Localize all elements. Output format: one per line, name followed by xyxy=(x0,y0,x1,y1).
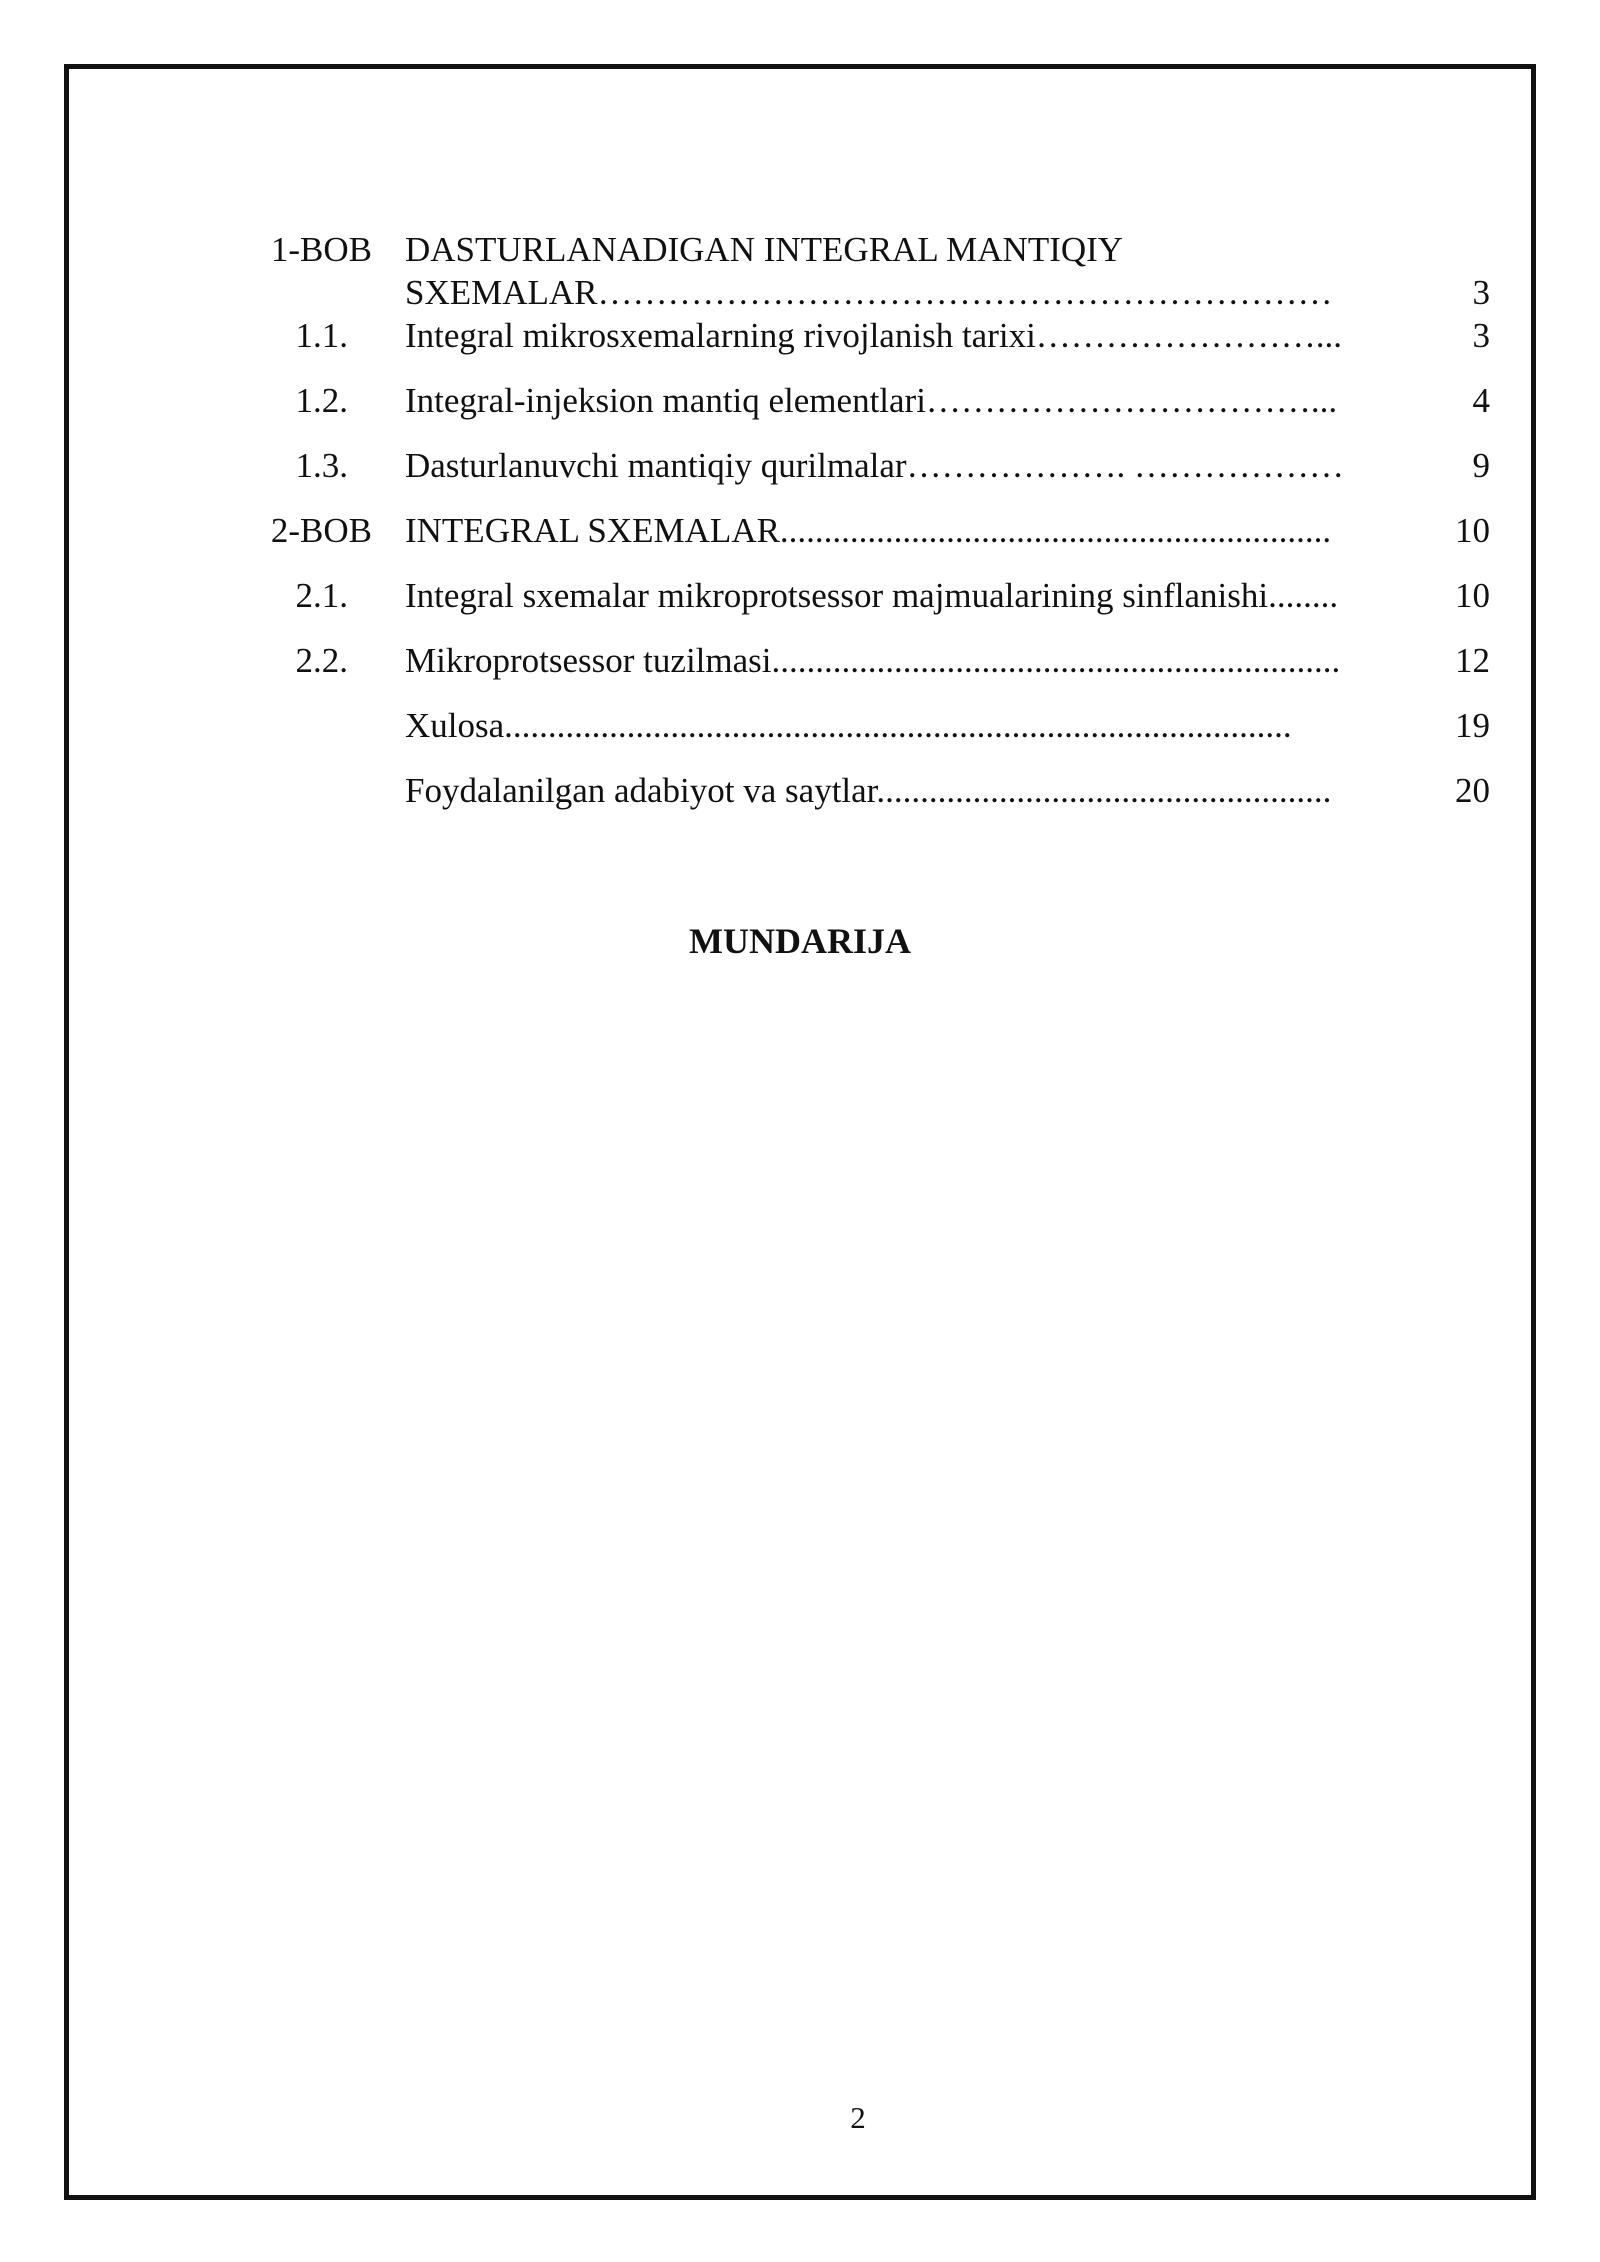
toc-chapter-1-title-line2: SXEMALAR……………………………………………………… xyxy=(405,273,1333,312)
toc-chapter-1-number: 1-BOB xyxy=(270,230,372,269)
toc-item-page: 3 xyxy=(1472,316,1490,355)
toc-item-page: 4 xyxy=(1472,381,1490,420)
page-number: 2 xyxy=(850,2100,866,2135)
toc-item-number: 1.3. xyxy=(295,446,348,485)
toc-item-number: 2.1. xyxy=(295,576,348,615)
toc-item-number: 1.2. xyxy=(295,381,348,420)
toc-item-title: Dasturlanuvchi mantiqiy qurilmalar………………. ……………… xyxy=(405,446,1345,485)
toc-chapter-1-title-line1: DASTURLANADIGAN INTEGRAL MANTIQIY xyxy=(405,230,1124,269)
toc-chapter-2-number: 2-BOB xyxy=(270,511,372,550)
toc-chapter-1-page: 3 xyxy=(1472,273,1490,312)
toc-item-page: 9 xyxy=(1472,446,1490,485)
page-heading: MUNDARIJA xyxy=(689,921,911,961)
toc-conclusion-page: 19 xyxy=(1455,706,1490,745)
toc-item-title: Integral mikrosxemalarning rivojlanish tarixi……………………... xyxy=(405,316,1343,355)
toc-item-title: Mikroprotsessor tuzilmasi................................................................. xyxy=(405,641,1341,680)
toc-references-title: Foydalanilgan adabiyot va saytlar.................................................... xyxy=(405,771,1332,810)
toc-chapter-2-title: INTEGRAL SXEMALAR............................................................... xyxy=(405,511,1332,550)
toc-item-page: 10 xyxy=(1455,576,1490,615)
toc-item-number: 1.1. xyxy=(295,316,348,355)
toc-item-title: Integral-injeksion mantiq elementlari……………………………... xyxy=(405,381,1338,420)
toc-item-number: 2.2. xyxy=(295,641,348,680)
table-of-contents xyxy=(0,0,1600,900)
toc-item-page: 12 xyxy=(1455,641,1490,680)
toc-references-page: 20 xyxy=(1455,771,1490,810)
toc-conclusion-title: Xulosa.......................................................................................... xyxy=(405,706,1292,745)
toc-chapter-2-page: 10 xyxy=(1455,511,1490,550)
toc-item-title: Integral sxemalar mikroprotsessor majmualarining sinflanishi........ xyxy=(405,576,1339,615)
